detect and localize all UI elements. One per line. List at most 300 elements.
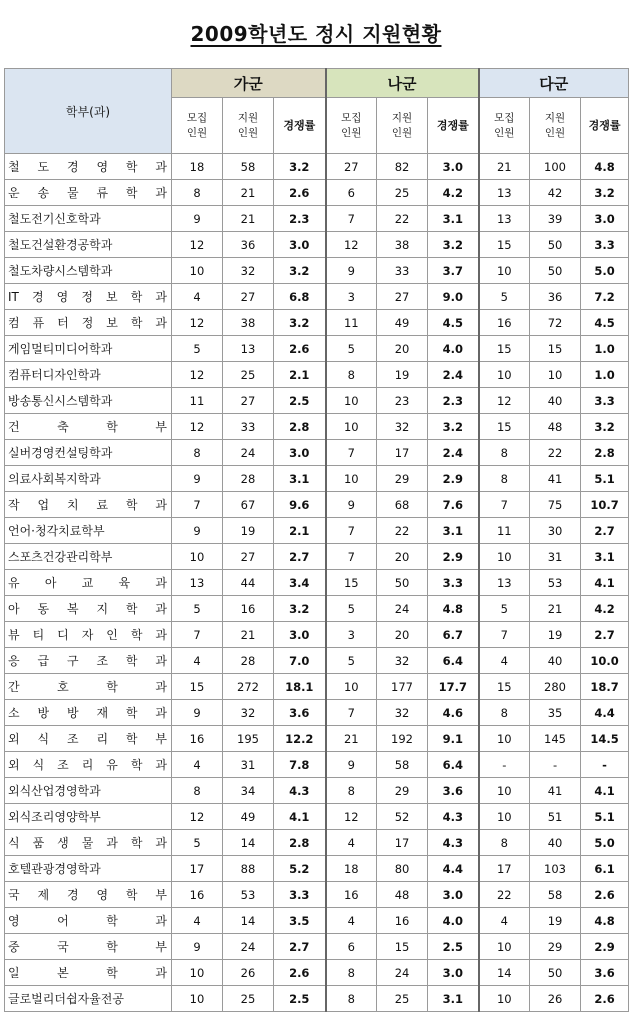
recruit-count-cell: 6 [326,180,377,206]
recruit-count-cell: 16 [479,310,530,336]
applicant-count-cell: 36 [530,284,581,310]
recruit-count-cell: 12 [326,232,377,258]
dept-name-cell: 컴퓨터디자인학과 [5,362,172,388]
competition-rate-cell: 2.6 [274,180,326,206]
table-row [5,570,629,596]
applicant-count-cell: 42 [530,180,581,206]
applicant-count-cell: 25 [223,986,274,1012]
dept-name-cell: 응 급 구 조 학 과 [5,648,172,674]
competition-rate-cell: - [581,752,629,778]
competition-rate-cell: 3.0 [428,882,479,908]
competition-rate-cell: 4.4 [581,700,629,726]
applicant-count-cell: 24 [223,440,274,466]
table-row [5,908,629,934]
competition-rate-cell: 6.1 [581,856,629,882]
dept-name-cell: 영 어 학 과 [5,908,172,934]
applicant-count-cell: 22 [377,518,428,544]
dept-name-cell: 유 아 교 육 과 [5,570,172,596]
table-row [5,700,629,726]
table-row [5,466,629,492]
competition-rate-cell: 5.0 [581,258,629,284]
competition-rate-cell: 3.0 [428,154,479,180]
competition-rate-cell: 18.1 [274,674,326,700]
recruit-count-cell: 5 [326,648,377,674]
recruit-count-cell: 10 [326,674,377,700]
recruit-count-cell: 9 [172,466,223,492]
competition-rate-cell: 6.8 [274,284,326,310]
recruit-count-cell: 14 [479,960,530,986]
recruit-count-cell: 7 [172,492,223,518]
recruit-count-cell: 21 [326,726,377,752]
recruit-count-cell: 8 [326,960,377,986]
applicant-count-cell: 24 [223,934,274,960]
competition-rate-cell: 2.8 [274,830,326,856]
table-row [5,544,629,570]
recruit-count-cell: 7 [326,518,377,544]
applicant-count-cell: 21 [223,622,274,648]
recruit-count-cell: 9 [326,492,377,518]
dept-name-cell: 호텔관광경영학과 [5,856,172,882]
recruit-count-cell: 7 [479,492,530,518]
recruit-count-cell: 12 [172,414,223,440]
recruit-count-cell: 4 [172,284,223,310]
competition-rate-cell: 3.6 [581,960,629,986]
recruit-count-cell: 10 [479,778,530,804]
recruit-count-cell: 10 [326,414,377,440]
recruit-count-cell: 8 [172,440,223,466]
application-status-table [4,68,629,1012]
table-row [5,804,629,830]
competition-rate-cell: 3.0 [274,232,326,258]
recruit-count-cell: 10 [479,934,530,960]
applicant-count-cell: 50 [530,960,581,986]
recruit-count-cell: 17 [479,856,530,882]
recruit-count-cell: 12 [172,232,223,258]
recruit-count-cell: 10 [172,986,223,1012]
recruit-count-cell: 7 [326,700,377,726]
recruit-count-cell: 12 [479,388,530,414]
applicant-count-cell: 19 [223,518,274,544]
applicant-count-cell: 19 [377,362,428,388]
competition-rate-cell: 2.6 [274,960,326,986]
dept-name-cell: 아 동 복 지 학 과 [5,596,172,622]
recruit-count-cell: 9 [172,934,223,960]
applicant-count-cell: 19 [530,908,581,934]
competition-rate-cell: 3.0 [428,960,479,986]
dept-name-cell: 게임멀티미디어학과 [5,336,172,362]
applicant-count-cell: 21 [223,180,274,206]
competition-rate-cell: 2.7 [581,622,629,648]
table-row [5,518,629,544]
table-row [5,674,629,700]
recruit-count-cell: 10 [172,544,223,570]
dept-name-cell: 외 식 조 리 학 부 [5,726,172,752]
applicant-count-cell: 280 [530,674,581,700]
applicant-count-cell: 53 [223,882,274,908]
recruit-count-cell: 9 [172,206,223,232]
recruit-count-cell: 13 [479,206,530,232]
applicant-count-cell: 80 [377,856,428,882]
applicant-count-cell: 145 [530,726,581,752]
applicant-count-cell: 27 [223,388,274,414]
table-row [5,388,629,414]
recruit-count-cell: 15 [479,336,530,362]
recruit-count-cell: 13 [479,180,530,206]
competition-rate-cell: 3.6 [274,700,326,726]
applicant-count-cell: 28 [223,648,274,674]
applicant-count-cell: 17 [377,440,428,466]
recruit-count-cell: 9 [172,700,223,726]
applicant-count-cell: 32 [223,700,274,726]
applicant-count-cell: 20 [377,336,428,362]
dept-name-cell: 외식산업경영학과 [5,778,172,804]
applicant-count-header: 지원 인원 [223,98,274,154]
competition-rate-cell: 3.2 [274,596,326,622]
applicant-count-cell: 26 [530,986,581,1012]
recruit-count-cell: 13 [479,570,530,596]
competition-rate-cell: 2.7 [581,518,629,544]
applicant-count-cell: 195 [223,726,274,752]
competition-rate-cell: 4.5 [581,310,629,336]
competition-rate-cell: 3.2 [428,414,479,440]
applicant-count-cell: 32 [377,648,428,674]
competition-rate-cell: 18.7 [581,674,629,700]
table-row [5,310,629,336]
table-row [5,752,629,778]
competition-rate-cell: 5.1 [581,804,629,830]
competition-rate-cell: 2.4 [428,362,479,388]
competition-rate-cell: 2.9 [581,934,629,960]
applicant-count-cell: 21 [530,596,581,622]
applicant-count-cell: 52 [377,804,428,830]
recruit-count-cell: - [479,752,530,778]
competition-rate-cell: 2.1 [274,362,326,388]
applicant-count-cell: 14 [223,830,274,856]
dept-name-cell: 철도차량시스템학과 [5,258,172,284]
competition-rate-cell: 4.3 [274,778,326,804]
table-row [5,362,629,388]
recruit-count-cell: 9 [326,752,377,778]
recruit-count-cell: 5 [326,336,377,362]
applicant-count-cell: 25 [223,362,274,388]
dept-name-cell: 뷰 티 디 자 인 학 과 [5,622,172,648]
applicant-count-cell: 48 [530,414,581,440]
competition-rate-cell: 2.5 [274,388,326,414]
applicant-count-cell: 29 [377,466,428,492]
applicant-count-header: 지원 인원 [377,98,428,154]
applicant-count-cell: 17 [377,830,428,856]
recruit-count-cell: 12 [172,362,223,388]
recruit-count-cell: 18 [172,154,223,180]
recruit-count-cell: 5 [172,336,223,362]
competition-rate-cell: 6.7 [428,622,479,648]
competition-rate-cell: 7.8 [274,752,326,778]
dept-name-cell: 작 업 치 료 학 과 [5,492,172,518]
recruit-count-cell: 10 [326,388,377,414]
applicant-count-cell: 68 [377,492,428,518]
table-row [5,778,629,804]
recruit-count-cell: 7 [172,622,223,648]
dept-name-cell: 일 본 학 과 [5,960,172,986]
competition-rate-cell: 3.7 [428,258,479,284]
competition-rate-header: 경쟁률 [428,98,479,154]
table-row [5,986,629,1012]
recruit-count-cell: 15 [479,232,530,258]
dept-name-cell: 철 도 경 영 학 과 [5,154,172,180]
competition-rate-cell: 3.3 [274,882,326,908]
table-row [5,882,629,908]
recruit-count-cell: 8 [479,700,530,726]
applicant-count-cell: 32 [223,258,274,284]
applicant-count-cell: 29 [530,934,581,960]
applicant-count-cell: 36 [223,232,274,258]
competition-rate-cell: 4.1 [274,804,326,830]
dept-name-cell: 철도건설환경공학과 [5,232,172,258]
competition-rate-cell: 5.0 [581,830,629,856]
competition-rate-cell: 3.1 [428,518,479,544]
competition-rate-cell: 14.5 [581,726,629,752]
recruit-count-cell: 10 [172,258,223,284]
competition-rate-cell: 7.0 [274,648,326,674]
applicant-count-cell: 58 [377,752,428,778]
table-row [5,648,629,674]
recruit-count-cell: 10 [479,726,530,752]
applicant-count-cell: 14 [223,908,274,934]
recruit-count-cell: 8 [479,466,530,492]
applicant-count-cell: 23 [377,388,428,414]
recruit-count-cell: 4 [172,908,223,934]
recruit-count-cell: 16 [326,882,377,908]
applicant-count-cell: 272 [223,674,274,700]
recruit-count-cell: 5 [479,596,530,622]
applicant-count-cell: 28 [223,466,274,492]
competition-rate-cell: 1.0 [581,362,629,388]
recruit-count-cell: 16 [172,726,223,752]
competition-rate-cell: 3.2 [581,414,629,440]
applicant-count-cell: 41 [530,778,581,804]
applicant-count-cell: 25 [377,180,428,206]
applicant-count-cell: 13 [223,336,274,362]
competition-rate-cell: 9.6 [274,492,326,518]
competition-rate-cell: 3.0 [274,440,326,466]
applicant-count-cell: 40 [530,830,581,856]
competition-rate-cell: 2.1 [274,518,326,544]
dept-name-cell: 의료사회복지학과 [5,466,172,492]
competition-rate-cell: 2.9 [428,544,479,570]
competition-rate-cell: 2.9 [428,466,479,492]
recruit-count-cell: 8 [326,362,377,388]
competition-rate-cell: 4.6 [428,700,479,726]
applicant-count-cell: 38 [223,310,274,336]
table-row [5,232,629,258]
dept-name-cell: 건 축 학 부 [5,414,172,440]
competition-rate-cell: 6.4 [428,752,479,778]
competition-rate-cell: 4.8 [581,908,629,934]
competition-rate-cell: 4.3 [428,830,479,856]
page-title: 2009학년도 정시 지원현황 [190,22,442,46]
competition-rate-cell: 3.2 [581,180,629,206]
recruit-count-cell: 8 [479,440,530,466]
recruit-count-cell: 11 [172,388,223,414]
applicant-count-cell: 49 [377,310,428,336]
competition-rate-cell: 4.2 [428,180,479,206]
applicant-count-cell: 103 [530,856,581,882]
dept-name-cell: 국 제 경 영 학 부 [5,882,172,908]
recruit-count-cell: 10 [479,258,530,284]
table-row [5,830,629,856]
applicant-count-cell: 22 [377,206,428,232]
applicant-count-cell: 48 [377,882,428,908]
recruit-count-cell: 22 [479,882,530,908]
recruit-count-header: 모집 인원 [172,98,223,154]
applicant-count-cell: 53 [530,570,581,596]
recruit-count-cell: 10 [326,466,377,492]
recruit-count-cell: 5 [479,284,530,310]
recruit-count-cell: 8 [479,830,530,856]
recruit-count-cell: 8 [172,778,223,804]
competition-rate-cell: 7.6 [428,492,479,518]
applicant-count-cell: 50 [530,258,581,284]
competition-rate-cell: 4.5 [428,310,479,336]
table-row [5,440,629,466]
applicant-count-cell: 177 [377,674,428,700]
table-row [5,414,629,440]
recruit-count-cell: 11 [479,518,530,544]
competition-rate-cell: 2.5 [428,934,479,960]
recruit-count-cell: 13 [172,570,223,596]
recruit-count-cell: 7 [326,206,377,232]
recruit-count-cell: 10 [172,960,223,986]
competition-rate-cell: 3.1 [581,544,629,570]
applicant-count-cell: 15 [377,934,428,960]
applicant-count-cell: 27 [223,284,274,310]
applicant-count-cell: 40 [530,648,581,674]
group-header-na: 나군 [326,69,479,98]
competition-rate-cell: 3.0 [274,622,326,648]
recruit-count-cell: 18 [326,856,377,882]
applicant-count-cell: 39 [530,206,581,232]
applicant-count-cell: 24 [377,596,428,622]
recruit-count-cell: 4 [172,752,223,778]
recruit-count-cell: 4 [479,648,530,674]
applicant-count-cell: 27 [377,284,428,310]
dept-name-cell: 실버경영컨설팅학과 [5,440,172,466]
dept-name-cell: 스포츠건강관리학부 [5,544,172,570]
applicant-count-cell: 88 [223,856,274,882]
applicant-count-cell: 33 [377,258,428,284]
table-row [5,154,629,180]
recruit-count-cell: 15 [172,674,223,700]
applicant-count-cell: 35 [530,700,581,726]
applicant-count-cell: 32 [377,700,428,726]
competition-rate-cell: 1.0 [581,336,629,362]
group-header-da: 다군 [479,69,629,98]
competition-rate-cell: 2.7 [274,544,326,570]
recruit-count-cell: 5 [172,596,223,622]
applicant-count-cell: 31 [223,752,274,778]
competition-rate-header: 경쟁률 [274,98,326,154]
competition-rate-cell: 3.5 [274,908,326,934]
competition-rate-cell: 3.3 [581,388,629,414]
applicant-count-cell: 192 [377,726,428,752]
applicant-count-cell: 20 [377,622,428,648]
competition-rate-cell: 3.4 [274,570,326,596]
competition-rate-cell: 10.0 [581,648,629,674]
competition-rate-cell: 3.3 [428,570,479,596]
recruit-count-cell: 9 [172,518,223,544]
competition-rate-cell: 2.4 [428,440,479,466]
table-row [5,596,629,622]
recruit-count-cell: 17 [172,856,223,882]
dept-name-cell: 소 방 방 재 학 과 [5,700,172,726]
applicant-count-cell: 33 [223,414,274,440]
dept-name-cell: 외 식 조 리 유 학 과 [5,752,172,778]
applicant-count-cell: 41 [530,466,581,492]
recruit-count-cell: 4 [172,648,223,674]
applicant-count-cell: - [530,752,581,778]
recruit-count-cell: 12 [326,804,377,830]
applicant-count-cell: 51 [530,804,581,830]
table-row [5,180,629,206]
competition-rate-cell: 2.3 [274,206,326,232]
applicant-count-cell: 34 [223,778,274,804]
recruit-count-cell: 12 [172,310,223,336]
group-header-ga: 가군 [172,69,326,98]
competition-rate-cell: 4.0 [428,908,479,934]
applicant-count-cell: 25 [377,986,428,1012]
applicant-count-cell: 40 [530,388,581,414]
table-row [5,336,629,362]
dept-name-cell: 글로벌리더쉽자율전공 [5,986,172,1012]
applicant-count-cell: 72 [530,310,581,336]
recruit-count-cell: 7 [326,440,377,466]
applicant-count-cell: 26 [223,960,274,986]
recruit-count-cell: 7 [326,544,377,570]
applicant-count-cell: 32 [377,414,428,440]
competition-rate-cell: 6.4 [428,648,479,674]
competition-rate-cell: 9.1 [428,726,479,752]
table-row [5,258,629,284]
competition-rate-cell: 12.2 [274,726,326,752]
competition-rate-cell: 3.3 [581,232,629,258]
applicant-count-cell: 58 [530,882,581,908]
recruit-count-cell: 12 [172,804,223,830]
dept-name-cell: 외식조리영양학부 [5,804,172,830]
recruit-count-cell: 4 [326,830,377,856]
table-row [5,622,629,648]
recruit-count-cell: 10 [479,544,530,570]
competition-rate-cell: 3.2 [428,232,479,258]
dept-name-cell: 언어·청각치료학부 [5,518,172,544]
competition-rate-cell: 4.4 [428,856,479,882]
recruit-count-cell: 6 [326,934,377,960]
applicant-count-cell: 50 [377,570,428,596]
competition-rate-cell: 10.7 [581,492,629,518]
recruit-count-header: 모집 인원 [326,98,377,154]
table-row [5,726,629,752]
table-row [5,934,629,960]
applicant-count-cell: 15 [530,336,581,362]
competition-rate-cell: 3.1 [274,466,326,492]
applicant-count-cell: 75 [530,492,581,518]
competition-rate-cell: 2.8 [581,440,629,466]
applicant-count-cell: 49 [223,804,274,830]
table-row [5,284,629,310]
dept-name-cell: 컴 퓨 터 정 보 학 과 [5,310,172,336]
applicant-count-cell: 21 [223,206,274,232]
applicant-count-cell: 100 [530,154,581,180]
competition-rate-cell: 9.0 [428,284,479,310]
